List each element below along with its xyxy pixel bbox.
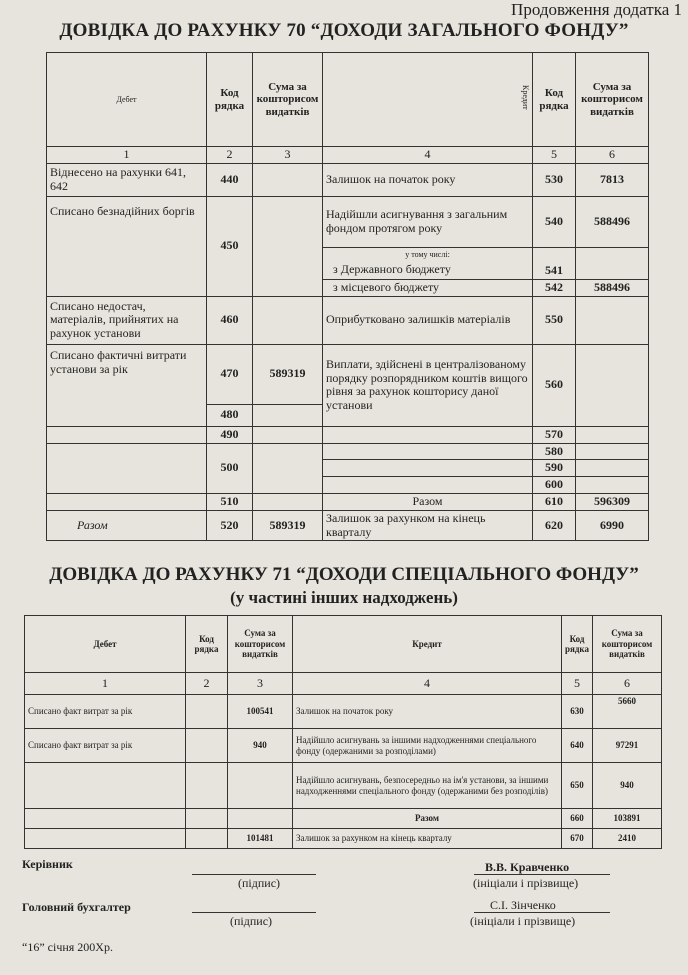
code-cell: 460 bbox=[207, 296, 253, 344]
credit-cell bbox=[323, 247, 533, 279]
code-cell bbox=[186, 829, 228, 849]
code-cell: 490 bbox=[207, 426, 253, 443]
sum2-cell bbox=[576, 344, 649, 426]
debit-cell bbox=[47, 493, 207, 510]
table-row bbox=[47, 196, 649, 247]
colnum-4: 4 bbox=[323, 147, 533, 164]
credit-cell: з місцевого бюджету bbox=[323, 279, 533, 296]
credit-cell: Надійшло асигнувань за іншими надходженнями спеціального фонду (одержаними за розподілами) bbox=[293, 729, 562, 763]
accountant-name-line bbox=[474, 912, 610, 913]
table-row bbox=[47, 426, 649, 443]
accountant-sign-caption: (підпис) bbox=[230, 914, 273, 928]
colnum-3: 3 bbox=[253, 147, 323, 164]
code2-cell: 610 bbox=[533, 493, 576, 510]
table-row bbox=[25, 809, 662, 829]
header-sum2: Сума за кошторисом видатків bbox=[593, 616, 662, 673]
code-cell: 500 bbox=[207, 443, 253, 493]
debit-cell: Списано безнадійних боргів bbox=[47, 196, 207, 296]
credit-cell: Залишок за рахунком на кінець кварталу bbox=[323, 510, 533, 541]
sum2-cell bbox=[576, 460, 649, 477]
credit-subitem: з Державного бюджету bbox=[333, 261, 451, 276]
sum2-cell bbox=[576, 443, 649, 460]
credit-cell: Залишок на початок року bbox=[293, 695, 562, 729]
code-cell: 450 bbox=[207, 196, 253, 296]
credit-cell: Оприбутковано залишків матеріалів bbox=[323, 296, 533, 344]
debit-cell: Списано факт витрат за рік bbox=[25, 729, 186, 763]
table-row bbox=[47, 493, 649, 510]
header-sum2: Сума за кошторисом видатків bbox=[576, 53, 649, 147]
code2-cell: 550 bbox=[533, 296, 576, 344]
code2-cell: 630 bbox=[562, 695, 593, 729]
head-name: В.В. Кравченко bbox=[485, 860, 570, 874]
sum2-cell: 2410 bbox=[593, 829, 662, 849]
account-71-table bbox=[24, 615, 662, 849]
colnum-5: 5 bbox=[562, 673, 593, 695]
sum2-cell: 97291 bbox=[593, 729, 662, 763]
code-cell bbox=[186, 729, 228, 763]
code2-cell: 600 bbox=[533, 477, 576, 494]
colnum-2: 2 bbox=[207, 147, 253, 164]
sum2-cell: 940 bbox=[593, 763, 662, 809]
header-credit: Кредит bbox=[293, 616, 562, 673]
sum-cell bbox=[253, 443, 323, 493]
credit-cell: Залишок на початок року bbox=[323, 163, 533, 196]
sum-cell bbox=[253, 426, 323, 443]
colnum-1: 1 bbox=[25, 673, 186, 695]
sum-cell: 589319 bbox=[253, 344, 323, 404]
debit-cell: Віднесено на рахунки 641, 642 bbox=[47, 163, 207, 196]
sum-cell: 100541 bbox=[228, 695, 293, 729]
account-71-subtitle: (у частині інших надходжень) bbox=[230, 588, 458, 607]
sum2-cell: 7813 bbox=[576, 163, 649, 196]
code2-cell: 541 bbox=[533, 247, 576, 279]
credit-cell bbox=[323, 477, 533, 494]
debit-cell bbox=[47, 426, 207, 443]
code2-cell: 542 bbox=[533, 279, 576, 296]
sum2-cell: 103891 bbox=[593, 809, 662, 829]
sum2-cell: 588496 bbox=[576, 196, 649, 247]
code-cell bbox=[186, 809, 228, 829]
colnum-6: 6 bbox=[593, 673, 662, 695]
table-row bbox=[47, 443, 649, 460]
debit-cell: Списано фактичні витрати установи за рік bbox=[47, 344, 207, 426]
head-name-line bbox=[474, 874, 610, 875]
debit-cell bbox=[25, 829, 186, 849]
code2-cell: 650 bbox=[562, 763, 593, 809]
sum2-cell: 596309 bbox=[576, 493, 649, 510]
column-number-row bbox=[47, 147, 649, 164]
credit-subnote: у тому числі: bbox=[405, 249, 450, 259]
sum-cell bbox=[253, 163, 323, 196]
header-sum: Сума за кошторисом видатків bbox=[228, 616, 293, 673]
code2-cell: 590 bbox=[533, 460, 576, 477]
code2-cell: 620 bbox=[533, 510, 576, 541]
code2-cell: 570 bbox=[533, 426, 576, 443]
code-cell: 440 bbox=[207, 163, 253, 196]
header-code2: Код рядка bbox=[562, 616, 593, 673]
sum-cell bbox=[253, 196, 323, 296]
sum2-cell bbox=[576, 296, 649, 344]
account-71-title: ДОВІДКА ДО РАХУНКУ 71 “ДОХОДИ СПЕЦІАЛЬНОГО ФОНДУ” bbox=[49, 564, 639, 585]
header-credit-label: Кредит bbox=[521, 85, 530, 110]
table-row bbox=[47, 510, 649, 541]
code-cell bbox=[186, 763, 228, 809]
accountant-label: Головний бухгалтер bbox=[22, 900, 131, 914]
accountant-init-caption: (ініціали і прізвище) bbox=[470, 914, 576, 928]
sum2-cell bbox=[576, 247, 649, 279]
table-row bbox=[25, 695, 662, 729]
header-code: Код рядка bbox=[186, 616, 228, 673]
sum2-cell: 588496 bbox=[576, 279, 649, 296]
document-date: “16” січня 200Хр. bbox=[22, 940, 113, 954]
sum-cell: 101481 bbox=[228, 829, 293, 849]
credit-cell: Залишок за рахунком на кінець кварталу bbox=[293, 829, 562, 849]
colnum-5: 5 bbox=[533, 147, 576, 164]
colnum-4: 4 bbox=[293, 673, 562, 695]
sum2-cell: 6990 bbox=[576, 510, 649, 541]
credit-cell bbox=[323, 426, 533, 443]
colnum-3: 3 bbox=[228, 673, 293, 695]
table-row bbox=[47, 296, 649, 344]
column-number-row bbox=[25, 673, 662, 695]
table-row bbox=[25, 729, 662, 763]
debit-cell bbox=[47, 443, 207, 493]
head-sign-caption: (підпис) bbox=[238, 876, 281, 890]
debit-cell: Разом bbox=[47, 510, 207, 541]
code-cell: 510 bbox=[207, 493, 253, 510]
head-signature-line bbox=[192, 874, 316, 875]
table-row bbox=[25, 829, 662, 849]
credit-cell: Надійшли асигнування з загальним фондом протягом року bbox=[323, 196, 533, 247]
head-init-caption: (ініціали і прізвище) bbox=[473, 876, 579, 890]
account-70-table bbox=[46, 52, 649, 541]
code2-cell: 560 bbox=[533, 344, 576, 426]
sum2-cell bbox=[576, 426, 649, 443]
credit-cell: Надійшло асигнувань, безпосередньо на ім'я установи, за іншими надходженнями спеціального фонду (одержаними без розподілів) bbox=[293, 763, 562, 809]
header-credit bbox=[323, 53, 533, 147]
table-row bbox=[25, 763, 662, 809]
credit-cell: Разом bbox=[293, 809, 562, 829]
code2-cell: 530 bbox=[533, 163, 576, 196]
sum-cell: 940 bbox=[228, 729, 293, 763]
table-row bbox=[47, 163, 649, 196]
sum-cell bbox=[253, 404, 323, 426]
accountant-name: С.І. Зінченко bbox=[490, 898, 556, 912]
code-cell: 480 bbox=[207, 404, 253, 426]
sum2-cell: 5660 bbox=[593, 695, 662, 729]
code-cell bbox=[186, 695, 228, 729]
table-row bbox=[47, 344, 649, 404]
credit-cell: Виплати, здійснені в централізованому порядку розпорядником коштів вищого рівня за рахунок кошторису даної установи bbox=[323, 344, 533, 426]
colnum-6: 6 bbox=[576, 147, 649, 164]
sum-cell bbox=[253, 296, 323, 344]
sum-cell bbox=[253, 493, 323, 510]
code-cell: 470 bbox=[207, 344, 253, 404]
sum2-cell bbox=[576, 477, 649, 494]
code2-cell: 670 bbox=[562, 829, 593, 849]
credit-cell bbox=[323, 443, 533, 460]
head-label: Керівник bbox=[22, 857, 73, 871]
table-header-row bbox=[47, 53, 649, 147]
colnum-1: 1 bbox=[47, 147, 207, 164]
header-code: Код рядка bbox=[207, 53, 253, 147]
credit-cell bbox=[323, 460, 533, 477]
debit-cell: Списано факт витрат за рік bbox=[25, 695, 186, 729]
accountant-signature-line bbox=[192, 912, 316, 913]
debit-cell bbox=[25, 763, 186, 809]
sum-cell bbox=[228, 763, 293, 809]
sum-cell: 589319 bbox=[253, 510, 323, 541]
account-70-title: ДОВІДКА ДО РАХУНКУ 70 “ДОХОДИ ЗАГАЛЬНОГО ФОНДУ” bbox=[59, 20, 629, 41]
table-header-row bbox=[25, 616, 662, 673]
header-debit: Дебет bbox=[25, 616, 186, 673]
code2-cell: 660 bbox=[562, 809, 593, 829]
debit-cell bbox=[25, 809, 186, 829]
code2-cell: 540 bbox=[533, 196, 576, 247]
header-sum: Сума за кошторисом видатків bbox=[253, 53, 323, 147]
sum-cell bbox=[228, 809, 293, 829]
credit-cell: Разом bbox=[323, 493, 533, 510]
debit-cell: Списано недостач, матеріалів, прийнятих на рахунок установи bbox=[47, 296, 207, 344]
code2-cell: 580 bbox=[533, 443, 576, 460]
code-cell: 520 bbox=[207, 510, 253, 541]
continuation-note: Продовження додатка 1 bbox=[511, 0, 682, 19]
code2-cell: 640 bbox=[562, 729, 593, 763]
header-debit: Дебет bbox=[47, 53, 207, 147]
header-code2: Код рядка bbox=[533, 53, 576, 147]
colnum-2: 2 bbox=[186, 673, 228, 695]
